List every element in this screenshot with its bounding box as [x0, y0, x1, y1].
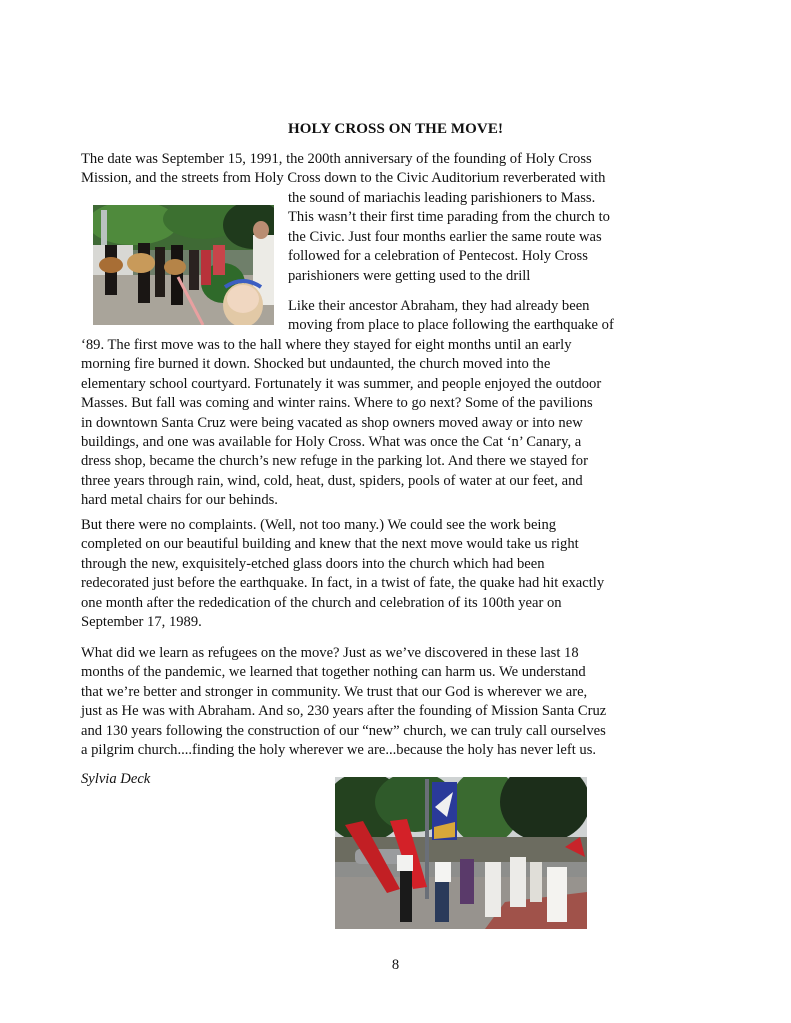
- text-line: through the new, exquisitely-etched glass doors into the church which had been: [81, 555, 545, 572]
- paragraph-2-body: [81, 336, 601, 511]
- text-line: months of the pandemic, we learned that together nothing can harm us. We understand: [81, 664, 586, 681]
- text-line: completed on our beautiful building and knew that the next move would take us right: [81, 536, 579, 553]
- procession-photo-image: [335, 777, 587, 929]
- text-line: followed for a celebration of Pentecost. Holy Cross: [288, 248, 588, 265]
- text-line: Like their ancestor Abraham, they had already been: [288, 298, 590, 314]
- text-line: ‘89. The first move was to the hall where they stayed for eight months until an early: [81, 337, 572, 353]
- paragraph-3: [81, 516, 604, 632]
- paragraph-2-wrapped: [288, 297, 614, 336]
- text-line: What did we learn as refugees on the move? Just as we’ve discovered in these last 18: [81, 645, 579, 661]
- procession-photo: [335, 777, 587, 929]
- text-line: hard metal chairs for our behinds.: [81, 492, 278, 509]
- text-line: redecorated just before the earthquake. In fact, in a twist of fate, the quake had hit exactly: [81, 575, 605, 592]
- author-signature: Sylvia Deck: [81, 771, 151, 787]
- article-title: HOLY CROSS ON THE MOVE!: [287, 121, 504, 137]
- text-line: the Civic. Just four months earlier the same route was: [288, 228, 602, 245]
- text-line: This wasn’t their first time parading from the church to: [288, 209, 610, 226]
- text-line: moving from place to place following the earthquake of: [288, 317, 614, 334]
- text-line: Mission, and the streets from Holy Cross down to the Civic Auditorium reverberated with: [81, 170, 606, 187]
- paragraph-1-wrapped: [288, 189, 610, 286]
- text-line: But there were no complaints. (Well, not too many.) We could see the work being: [81, 517, 557, 533]
- paragraph-4: [81, 644, 606, 760]
- text-line: The date was September 15, 1991, the 200th anniversary of the founding of Holy Cross: [81, 151, 592, 167]
- text-line: the sound of mariachis leading parishioners to Mass.: [288, 190, 596, 206]
- mariachi-photo-image: [93, 205, 274, 325]
- text-line: in downtown Santa Cruz were being vacated as shop owners moved away or into new: [81, 414, 583, 431]
- text-line: parishioners were getting used to the drill: [288, 267, 531, 284]
- text-line: a pilgrim church....finding the holy wherever we are...because the holy has never left us.: [81, 742, 597, 759]
- mariachi-photo: [93, 205, 274, 325]
- text-line: three years through rain, wind, cold, heat, dust, spiders, pools of water at our feet, and: [81, 472, 583, 489]
- page-number: 8: [391, 957, 400, 973]
- text-line: September 17, 1989.: [81, 614, 202, 631]
- text-line: and 130 years following the construction of our “new” church, we can truly call ourselves: [81, 722, 606, 739]
- text-line: Masses. But fall was coming and winter rains. Where to go next? Some of the pavilions: [81, 395, 593, 412]
- text-line: elementary school courtyard. Fortunately it was summer, and people enjoyed the outdoor: [81, 375, 602, 392]
- text-line: dress shop, became the church’s new refuge in the parking lot. And there we stayed for: [81, 453, 588, 470]
- text-line: morning fire burned it down. Shocked but undaunted, the church moved into the: [81, 356, 551, 373]
- paragraph-1-intro: [81, 150, 605, 189]
- text-line: that we’re better and stronger in community. We trust that our God is wherever we are,: [81, 683, 588, 700]
- text-line: one month after the rededication of the church and celebration of its 100th year on: [81, 594, 562, 611]
- text-line: buildings, and one was available for Holy Cross. What was once the Cat ‘n’ Canary, a: [81, 434, 582, 451]
- text-line: just as He was with Abraham. And so, 230 years after the founding of Mission Santa Cruz: [81, 703, 607, 720]
